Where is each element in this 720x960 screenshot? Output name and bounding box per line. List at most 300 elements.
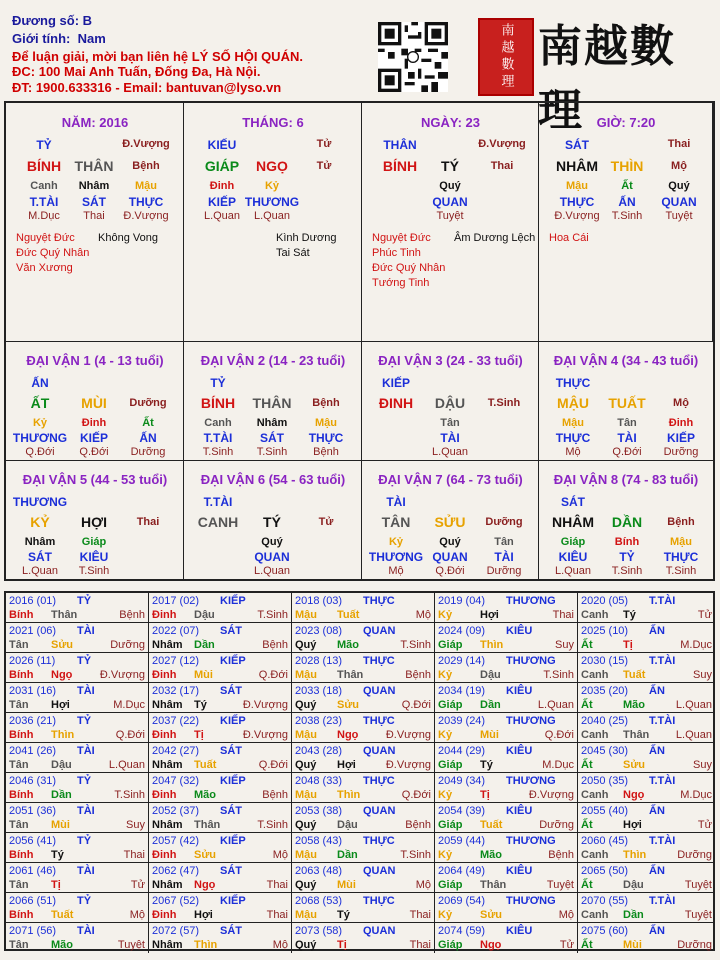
year-can: Quý	[295, 699, 317, 711]
year-chi: Dậu	[194, 609, 215, 621]
year-state: Tử	[697, 819, 712, 831]
year-chi: Mùi	[194, 669, 213, 681]
pillar-title: NGÀY: 23	[421, 115, 480, 130]
year-label: 2020 (05)	[581, 595, 629, 607]
year-state: T.Sinh	[400, 849, 431, 861]
year-chi: Dậu	[623, 879, 644, 891]
hidden-state: L.Quan	[431, 446, 469, 458]
year-cell	[149, 893, 292, 923]
year-chi: Dậu	[480, 669, 501, 681]
year-cell	[6, 743, 149, 773]
year-chi: Mão	[194, 789, 216, 801]
pillar-can: NHÂM	[556, 158, 598, 174]
year-chi: Mùi	[337, 879, 356, 891]
year-label: 2036 (21)	[9, 715, 57, 727]
year-state: L.Quan	[675, 729, 712, 741]
dai-van-god: SÁT	[561, 495, 585, 509]
year-cell	[149, 593, 292, 623]
dai-van-god: THƯƠNG	[12, 495, 68, 509]
year-chi: Ngọ	[337, 729, 359, 741]
hidden-god: ẤN	[139, 431, 157, 445]
year-chi: Mão	[623, 699, 645, 711]
brand-calligraphy: 南越數理	[538, 21, 676, 136]
year-state: M.Dục	[542, 759, 574, 771]
year-can: Đinh	[152, 849, 177, 861]
year-god: SÁT	[220, 745, 242, 757]
year-god: T.TÀI	[649, 835, 676, 847]
year-label: 2073 (58)	[295, 925, 343, 937]
year-cell	[6, 773, 149, 803]
year-can: Kỷ	[438, 789, 453, 801]
star-left: Phúc Tinh	[372, 247, 421, 259]
year-can: Bính	[9, 729, 34, 741]
year-label: 2026 (11)	[9, 655, 56, 667]
hidden-state: Dưỡng	[130, 446, 166, 458]
dai-van-can: MẬU	[557, 395, 589, 411]
hidden-can: Quý	[668, 180, 690, 192]
year-state: Thai	[409, 939, 431, 951]
year-cell	[578, 833, 715, 863]
year-cell	[578, 773, 715, 803]
year-state: Q.Đới	[258, 759, 288, 771]
year-can: Mậu	[295, 669, 317, 681]
dai-van-can: KỶ	[30, 514, 50, 530]
year-can: Giáp	[438, 819, 463, 831]
hidden-state: Mộ	[565, 446, 581, 458]
year-can: Giáp	[438, 699, 463, 711]
year-cell	[435, 923, 578, 953]
year-god: KIẾP	[220, 895, 246, 907]
year-state: Thai	[266, 879, 288, 891]
year-can: Mậu	[295, 909, 317, 921]
year-cell	[149, 623, 292, 653]
year-label: 2063 (48)	[295, 865, 343, 877]
hidden-can: Mậu	[315, 417, 337, 429]
year-god: THỰC	[363, 655, 395, 667]
year-state: Đ.Vượng	[99, 669, 145, 681]
year-label: 2067 (52)	[152, 895, 200, 907]
pillar-status: Mộ	[671, 160, 687, 172]
hidden-god: THỰC	[663, 550, 699, 564]
year-chi: Hợi	[194, 909, 213, 921]
year-state: Mộ	[558, 909, 574, 921]
year-god: QUAN	[363, 745, 396, 757]
year-state: Tuyệt	[546, 879, 574, 891]
hidden-can: Kỷ	[32, 417, 48, 429]
year-state: Bệnh	[548, 849, 574, 861]
hidden-can: Quý	[439, 536, 461, 548]
year-chi: Tị	[623, 639, 633, 651]
pillar-god: TỶ	[36, 138, 52, 152]
dai-van-can: ẤT	[30, 395, 50, 411]
year-label: 2057 (42)	[152, 835, 200, 847]
dai-van-can: NHÂM	[552, 514, 594, 530]
dai-van-cell	[539, 342, 713, 461]
pillar-god: SÁT	[565, 138, 589, 152]
hidden-god: TÀI	[617, 431, 637, 445]
year-label: 2027 (12)	[152, 655, 200, 667]
year-label: 2048 (33)	[295, 775, 343, 787]
year-cell	[578, 863, 715, 893]
hidden-can: Tân	[494, 536, 514, 548]
year-chi: Tị	[337, 939, 347, 951]
year-god: THỰC	[363, 775, 395, 787]
year-state: Đ.Vượng	[242, 699, 288, 711]
phone-email-line: ĐT: 1900.633316 - Email: bantuvan@lyso.vn	[12, 80, 282, 95]
year-cell	[292, 713, 435, 743]
year-can: Nhâm	[152, 819, 183, 831]
year-state: Thai	[409, 909, 431, 921]
year-god: TỶ	[77, 655, 92, 667]
year-state: Tử	[697, 609, 712, 621]
year-god: ẤN	[649, 685, 665, 697]
dai-van-title: ĐẠI VẬN 5 (44 - 53 tuổi)	[22, 472, 168, 487]
hidden-state: Tuyệt	[665, 210, 693, 222]
hidden-state: Dưỡng	[486, 565, 522, 577]
year-god: TÀI	[77, 865, 95, 877]
year-god: THƯƠNG	[506, 895, 556, 907]
year-state: Tử	[130, 879, 145, 891]
year-label: 2053 (38)	[295, 805, 343, 817]
year-can: Đinh	[152, 609, 177, 621]
dai-van-status: Bệnh	[667, 516, 695, 528]
year-cell	[292, 803, 435, 833]
year-cell	[435, 743, 578, 773]
year-state: Đ.Vượng	[528, 789, 574, 801]
red-seal-logo: 南越數理	[478, 18, 534, 96]
year-chi: Thân	[337, 669, 364, 681]
year-god: KIẾP	[220, 835, 246, 847]
pillar-god-right: Đ.Vượng	[122, 138, 170, 150]
year-can: Đinh	[152, 909, 177, 921]
year-god: QUAN	[363, 925, 396, 937]
year-god: TỶ	[77, 895, 92, 907]
hidden-god: QUAN	[661, 195, 697, 209]
year-label: 2059 (44)	[438, 835, 486, 847]
year-can: Kỷ	[438, 669, 453, 681]
dai-van-cell	[539, 461, 713, 580]
year-can: Giáp	[438, 759, 463, 771]
pillar-god-right: Tử	[316, 138, 332, 150]
hidden-god: KIẾP	[666, 431, 695, 445]
year-can: Nhâm	[152, 639, 183, 651]
hidden-can: Quý	[439, 180, 461, 192]
year-god: ẤN	[649, 925, 665, 937]
year-god: TÀI	[77, 685, 95, 697]
star-left: Nguyệt Đức	[372, 232, 431, 244]
subject-name: Đương số: B	[12, 13, 93, 28]
year-cell	[578, 893, 715, 923]
year-chi: Thìn	[480, 639, 504, 651]
year-god: THỰC	[363, 715, 395, 727]
year-cell	[149, 833, 292, 863]
pillar-title: THÁNG: 6	[242, 115, 304, 130]
dai-van-can: BÍNH	[200, 395, 236, 411]
dai-van-title: ĐẠI VẬN 6 (54 - 63 tuổi)	[200, 472, 346, 487]
hidden-state: L.Quan	[253, 565, 291, 577]
year-state: M.Dục	[680, 789, 712, 801]
hidden-state: Đ.Vượng	[554, 210, 600, 222]
year-label: 2049 (34)	[438, 775, 486, 787]
year-state: Bệnh	[262, 789, 288, 801]
year-cell	[435, 653, 578, 683]
year-state: Tuyệt	[684, 879, 712, 891]
year-state: Bệnh	[119, 609, 145, 621]
year-state: Tử	[559, 939, 574, 951]
year-label: 2070 (55)	[581, 895, 629, 907]
dai-van-title: ĐẠI VẬN 1 (4 - 13 tuổi)	[26, 353, 164, 368]
hidden-god: TÀI	[494, 550, 514, 564]
year-god: SÁT	[220, 925, 242, 937]
year-can: Tân	[9, 939, 29, 951]
hidden-can: Mậu	[670, 536, 692, 548]
hidden-can: Mậu	[566, 180, 588, 192]
dai-van-title: ĐẠI VẬN 4 (34 - 43 tuổi)	[553, 353, 699, 368]
year-cell	[6, 893, 149, 923]
year-state: T.Sinh	[400, 639, 431, 651]
year-can: Kỷ	[438, 909, 453, 921]
year-chi: Thìn	[194, 939, 218, 951]
year-label: 2069 (54)	[438, 895, 486, 907]
hidden-god: THƯƠNG	[12, 431, 68, 445]
year-label: 2068 (53)	[295, 895, 343, 907]
year-chi: Hợi	[337, 759, 356, 771]
year-state: Mộ	[415, 879, 431, 891]
year-cell	[6, 803, 149, 833]
hidden-state: T.Sinh	[202, 446, 234, 458]
year-label: 2064 (49)	[438, 865, 486, 877]
year-can: Bính	[9, 669, 34, 681]
hidden-god: QUAN	[432, 550, 468, 564]
hidden-can: Canh	[204, 417, 232, 429]
year-state: T.Sinh	[257, 819, 288, 831]
star-right: Kình Dương	[276, 232, 337, 244]
year-label: 2062 (47)	[152, 865, 200, 877]
dai-van-cell	[362, 342, 539, 461]
hidden-god: QUAN	[432, 195, 468, 209]
pillar-chi: THÂN	[74, 158, 114, 174]
year-god: KIÊU	[506, 625, 533, 637]
year-cell	[292, 773, 435, 803]
year-chi: Dần	[337, 849, 358, 861]
year-can: Đinh	[152, 789, 177, 801]
dai-van-can: TÂN	[381, 514, 411, 530]
year-chi: Thân	[194, 819, 221, 831]
year-state: L.Quan	[537, 699, 574, 711]
year-can: Ất	[581, 819, 593, 831]
year-god: TÀI	[77, 625, 95, 637]
year-chi: Tuất	[623, 669, 646, 681]
hidden-god: THỰC	[559, 195, 595, 209]
year-label: 2039 (24)	[438, 715, 486, 727]
year-cell	[6, 833, 149, 863]
year-can: Bính	[9, 909, 34, 921]
pillar-god: THÂN	[383, 138, 417, 152]
year-can: Đinh	[152, 729, 177, 741]
year-state: Q.Đới	[258, 669, 288, 681]
hidden-god: SÁT	[82, 195, 106, 209]
year-chi: Mùi	[623, 939, 642, 951]
year-can: Kỷ	[438, 609, 453, 621]
hidden-can: Đinh	[81, 417, 107, 429]
year-god: KIẾP	[220, 655, 246, 667]
year-chi: Sửu	[337, 699, 360, 711]
year-label: 2028 (13)	[295, 655, 343, 667]
year-state: Thai	[266, 909, 288, 921]
dai-van-chi: TÝ	[263, 514, 281, 530]
year-can: Canh	[581, 789, 609, 801]
year-can: Nhâm	[152, 879, 183, 891]
year-chi: Dần	[623, 909, 644, 921]
year-state: Suy	[126, 819, 145, 831]
year-cell	[578, 803, 715, 833]
year-state: M.Dục	[113, 699, 145, 711]
hidden-can: Giáp	[81, 536, 107, 548]
year-can: Nhâm	[152, 699, 183, 711]
year-can: Giáp	[438, 879, 463, 891]
dai-van-cell	[6, 461, 184, 580]
hidden-state: Mộ	[388, 565, 404, 577]
star-right: Không Vong	[98, 232, 158, 244]
year-cell	[6, 593, 149, 623]
hidden-state: T.Sinh	[611, 565, 643, 577]
dai-van-can: ĐINH	[378, 395, 414, 411]
year-god: T.TÀI	[649, 655, 676, 667]
year-state: Thai	[552, 609, 574, 621]
star-left: Nguyệt Đức	[16, 232, 75, 244]
hidden-god: T.TÀI	[29, 195, 59, 209]
hidden-can: Đinh	[668, 417, 694, 429]
year-chi: Tý	[51, 849, 64, 861]
hidden-state: T.Sinh	[256, 446, 288, 458]
year-chi: Ngọ	[194, 879, 216, 891]
hidden-can: Kỷ	[264, 180, 280, 192]
year-god: ẤN	[649, 745, 665, 757]
hidden-state: M.Dục	[28, 210, 60, 222]
year-can: Ất	[581, 879, 593, 891]
star-left: Văn Xương	[16, 262, 73, 274]
year-state: L.Quan	[675, 699, 712, 711]
year-god: KIÊU	[506, 865, 533, 877]
year-god: THƯƠNG	[506, 595, 556, 607]
year-god: T.TÀI	[649, 895, 676, 907]
hidden-state: Thai	[83, 210, 105, 222]
year-label: 2050 (35)	[581, 775, 629, 787]
year-label: 2041 (26)	[9, 745, 57, 757]
hidden-state: T.Sinh	[665, 565, 697, 577]
hidden-can: Nhâm	[24, 536, 56, 548]
year-can: Quý	[295, 939, 317, 951]
year-can: Nhâm	[152, 939, 183, 951]
year-label: 2061 (46)	[9, 865, 57, 877]
hidden-can: Mậu	[562, 417, 584, 429]
year-can: Giáp	[438, 939, 463, 951]
year-label: 2060 (45)	[581, 835, 629, 847]
year-state: Đ.Vượng	[242, 729, 288, 741]
pillar-cell	[6, 103, 184, 342]
year-god: TÀI	[77, 805, 95, 817]
year-cell	[6, 713, 149, 743]
hidden-can: Tân	[440, 417, 460, 429]
year-can: Mậu	[295, 789, 317, 801]
year-god: ẤN	[649, 865, 665, 877]
hidden-god: THỰC	[128, 195, 164, 209]
year-state: Tuyệt	[684, 909, 712, 921]
year-state: T.Sinh	[257, 609, 288, 621]
year-label: 2054 (39)	[438, 805, 486, 817]
year-label: 2051 (36)	[9, 805, 57, 817]
year-god: THỰC	[363, 595, 395, 607]
pillar-title: GIỜ: 7:20	[596, 115, 656, 130]
year-chi: Thìn	[623, 849, 647, 861]
year-chi: Sửu	[51, 639, 74, 651]
year-can: Tân	[9, 819, 29, 831]
dai-van-god: TỶ	[210, 376, 226, 390]
year-god: TỶ	[77, 595, 92, 607]
dai-van-chi: DẬU	[434, 395, 466, 411]
year-cell	[149, 803, 292, 833]
year-label: 2038 (23)	[295, 715, 343, 727]
hidden-can: Đinh	[209, 180, 235, 192]
year-god: SÁT	[220, 625, 242, 637]
year-label: 2066 (51)	[9, 895, 57, 907]
year-cell	[149, 683, 292, 713]
year-can: Tân	[9, 759, 29, 771]
year-god: T.TÀI	[649, 775, 676, 787]
year-cell	[6, 683, 149, 713]
year-cell	[292, 863, 435, 893]
dai-van-status: Dưỡng	[485, 516, 523, 528]
year-cell	[149, 713, 292, 743]
year-cell	[435, 593, 578, 623]
year-chi: Thìn	[337, 789, 361, 801]
year-can: Canh	[581, 849, 609, 861]
year-god: ẤN	[649, 625, 665, 637]
year-cell	[435, 773, 578, 803]
dai-van-chi: TUẤT	[608, 395, 646, 411]
year-state: Mộ	[415, 609, 431, 621]
year-chi: Dậu	[51, 759, 72, 771]
yearly-luck-table	[4, 591, 715, 951]
year-can: Tân	[9, 879, 29, 891]
year-state: Đ.Vượng	[385, 729, 431, 741]
year-cell	[292, 743, 435, 773]
year-state: Mộ	[272, 849, 288, 861]
year-state: L.Quan	[108, 759, 145, 771]
year-cell	[292, 923, 435, 953]
hidden-can: Canh	[30, 180, 58, 192]
year-label: 2021 (06)	[9, 625, 57, 637]
contact-line: Để luận giải, mời bạn liên hệ LÝ SỐ HỘI QUÁN.	[12, 49, 303, 64]
pillar-can: BÍNH	[26, 158, 62, 174]
year-cell	[578, 923, 715, 953]
year-state: Bệnh	[262, 639, 288, 651]
year-cell	[435, 863, 578, 893]
star-left: Đức Quý Nhân	[372, 262, 446, 274]
year-label: 2031 (16)	[9, 685, 57, 697]
year-state: Bệnh	[405, 819, 431, 831]
year-label: 2043 (28)	[295, 745, 343, 757]
year-chi: Mão	[337, 639, 359, 651]
year-can: Quý	[295, 639, 317, 651]
year-state: Mộ	[129, 909, 145, 921]
year-cell	[149, 773, 292, 803]
dai-van-god: T.TÀI	[203, 495, 233, 509]
year-can: Bính	[9, 789, 34, 801]
year-label: 2045 (30)	[581, 745, 629, 757]
dai-van-god: ẤN	[31, 376, 49, 390]
pillar-god-right: Thai	[667, 138, 691, 150]
